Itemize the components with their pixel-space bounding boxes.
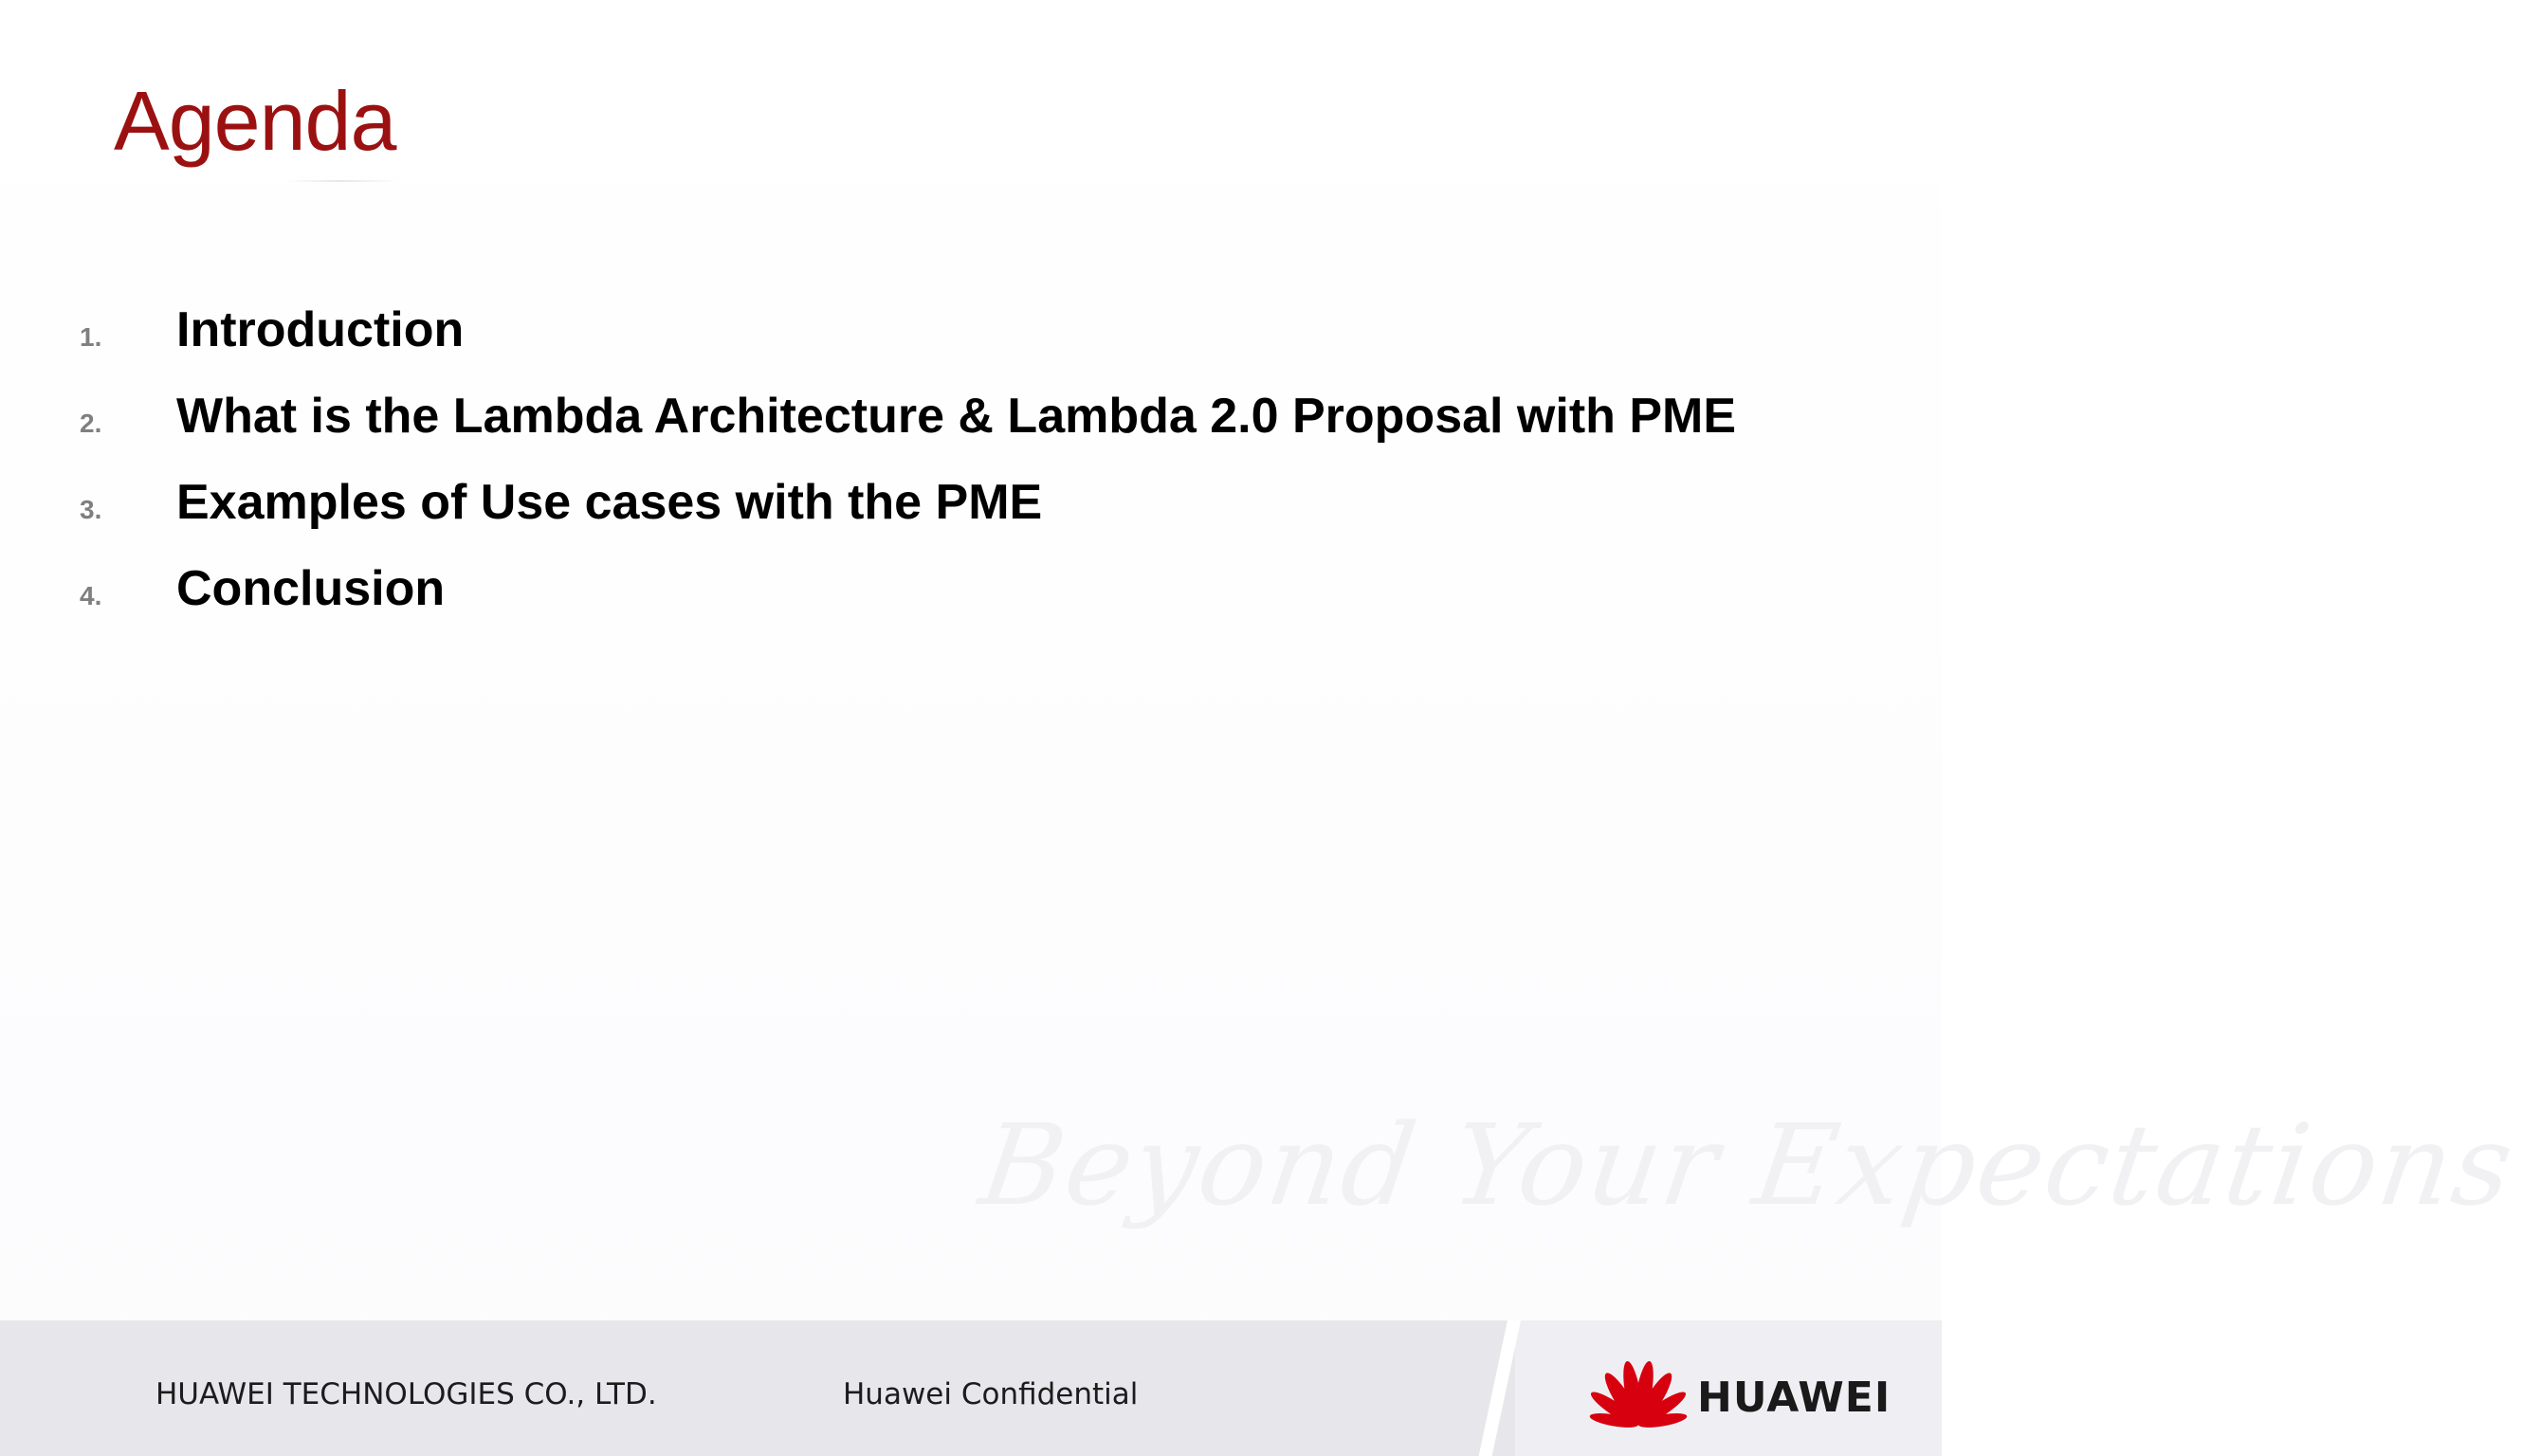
agenda-item-text: What is the Lambda Architecture & Lambda 2.0 Proposal with PME — [176, 389, 1737, 444]
agenda-item — [0, 553, 1942, 639]
agenda-item-number: 1. — [80, 322, 102, 352]
agenda-item-number: 3. — [80, 495, 102, 524]
agenda-item-number: 2. — [80, 409, 102, 438]
agenda-item — [0, 294, 1942, 380]
agenda-item-number: 4. — [80, 581, 102, 610]
agenda-item-text: Conclusion — [176, 561, 446, 616]
agenda-item-text: Examples of Use cases with the PME — [176, 475, 1043, 530]
slide-footer — [0, 1320, 1942, 1456]
huawei-logo-text: HUAWEI — [1697, 1374, 1892, 1422]
agenda-list — [0, 294, 1942, 639]
huawei-petal-logo-icon — [1593, 1356, 1684, 1432]
watermark-slogan: Beyond Your Expectations — [973, 1100, 2522, 1230]
agenda-item — [0, 380, 1942, 466]
footer-confidential-label: Huawei Confidential — [843, 1377, 1139, 1411]
slide-title: Agenda — [114, 74, 396, 168]
huawei-logo — [1593, 1356, 1906, 1432]
footer-company-name: HUAWEI TECHNOLOGIES CO., LTD. — [155, 1377, 657, 1411]
agenda-item — [0, 466, 1942, 553]
title-underline — [284, 180, 398, 182]
agenda-item-text: Introduction — [176, 302, 465, 357]
